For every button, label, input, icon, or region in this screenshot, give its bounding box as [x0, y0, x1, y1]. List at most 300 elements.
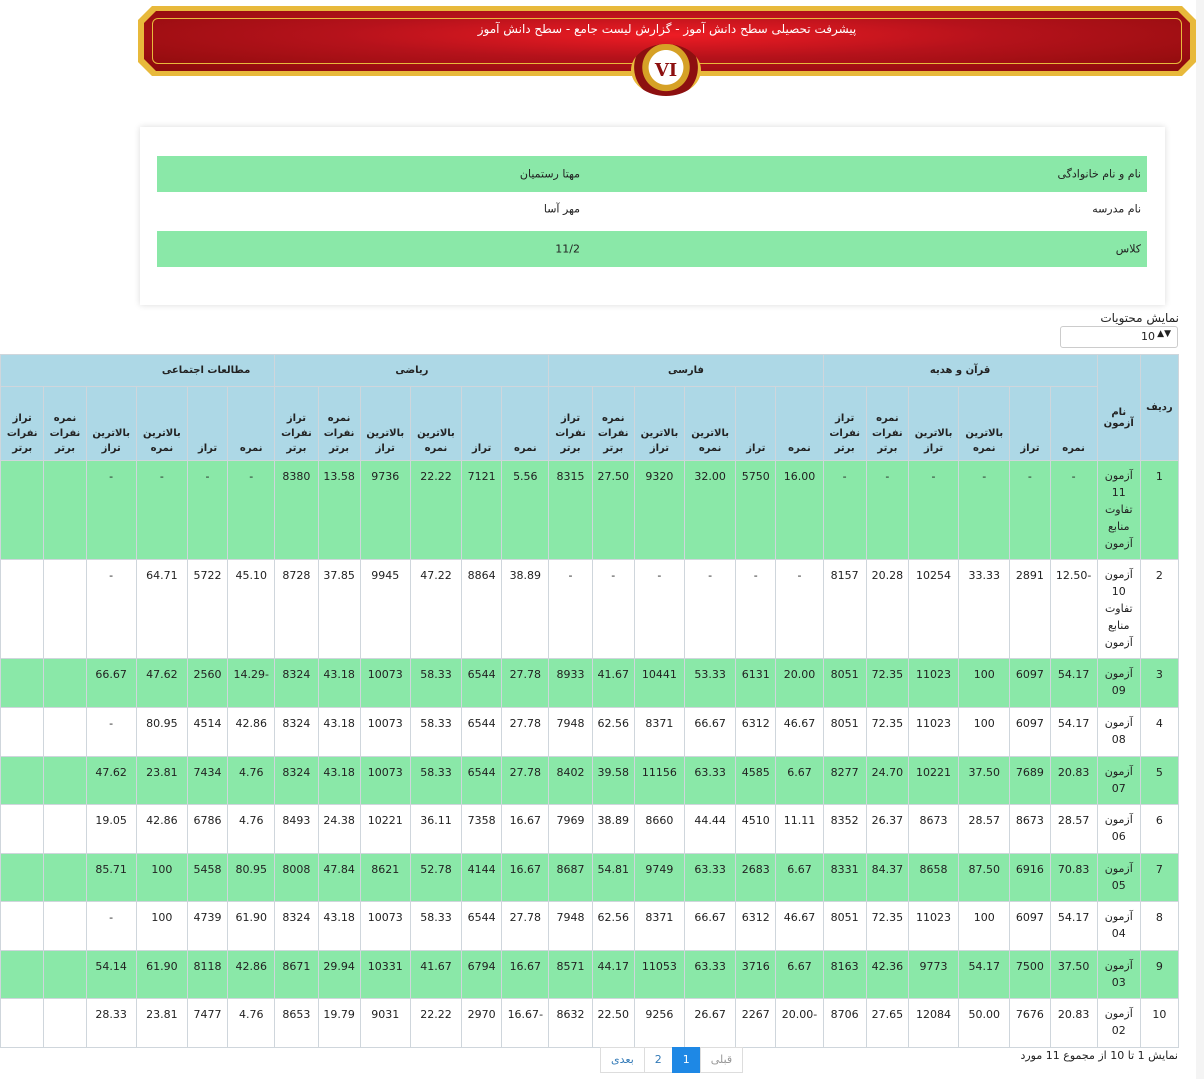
- table-cell: 6.67: [776, 757, 823, 805]
- table-cell: 4510: [736, 805, 776, 854]
- table-cell: 19.79: [318, 999, 360, 1048]
- row-index: 1: [1140, 461, 1178, 560]
- table-cell: 23.81: [136, 999, 187, 1048]
- table-cell: -16.67: [502, 999, 549, 1048]
- table-cell: 20.83: [1050, 757, 1097, 805]
- table-cell: 6544: [462, 659, 502, 708]
- table-cell: 8371: [634, 902, 684, 951]
- table-cell: -20.00: [776, 999, 823, 1048]
- table-cell: 26.37: [866, 805, 908, 854]
- table-cell: 7969: [549, 805, 592, 854]
- table-cell: 4739: [187, 902, 227, 951]
- th-sub[interactable]: بالاترین تراز: [360, 387, 410, 461]
- th-sub[interactable]: نمره نفرات برتر: [866, 387, 908, 461]
- student-info-card: [140, 127, 1165, 305]
- table-cell: 24.38: [318, 805, 360, 854]
- th-sub[interactable]: نمره نفرات برتر: [318, 387, 360, 461]
- th-sub[interactable]: تراز: [736, 387, 776, 461]
- table-cell: 39.58: [592, 757, 634, 805]
- th-group-farsi: فارسی: [549, 355, 823, 387]
- table-cell: 4514: [187, 708, 227, 757]
- table-cell: 63.33: [685, 854, 736, 902]
- table-cell: -: [228, 461, 275, 560]
- pagination: [601, 1047, 743, 1073]
- table-cell: 8352: [823, 805, 866, 854]
- th-group-math: ریاضی: [275, 355, 549, 387]
- table-row[interactable]: [1, 951, 1179, 999]
- row-index: 5: [1140, 757, 1178, 805]
- table-cell: 61.90: [228, 902, 275, 951]
- th-sub[interactable]: نمره نفرات برتر: [44, 387, 86, 461]
- table-cell: -: [908, 461, 958, 560]
- table-cell: 7358: [462, 805, 502, 854]
- th-sub[interactable]: نمره نفرات برتر: [592, 387, 634, 461]
- exam-name: آزمون 11 تفاوت منابع آزمون: [1097, 461, 1140, 560]
- table-cell: 10073: [360, 757, 410, 805]
- length-select[interactable]: [1060, 326, 1178, 348]
- table-row[interactable]: [1, 708, 1179, 757]
- table-cell: 87.50: [959, 854, 1010, 902]
- table-cell: -14.29: [228, 659, 275, 708]
- table-info: نمایش 1 تا 10 از مجموع 11 مورد: [1020, 1049, 1178, 1062]
- table-cell: 13.58: [318, 461, 360, 560]
- table-cell: 44.17: [592, 951, 634, 999]
- table-cell-empty: [44, 659, 86, 708]
- table-cell: 8380: [275, 461, 318, 560]
- th-sub[interactable]: نمره: [502, 387, 549, 461]
- info-value: 11/2: [555, 242, 580, 256]
- table-cell: 8632: [549, 999, 592, 1048]
- row-index: 7: [1140, 854, 1178, 902]
- table-cell: 9256: [634, 999, 684, 1048]
- table-cell: 54.17: [1050, 659, 1097, 708]
- table-cell: 6312: [736, 708, 776, 757]
- row-index: 6: [1140, 805, 1178, 854]
- table-cell: 7500: [1010, 951, 1050, 999]
- table-cell: 6544: [462, 902, 502, 951]
- table-cell: -: [1010, 461, 1050, 560]
- table-cell: 19.05: [86, 805, 136, 854]
- table-cell: 10073: [360, 902, 410, 951]
- table-cell: 9749: [634, 854, 684, 902]
- info-value: مهتا رستمیان: [519, 167, 580, 181]
- th-sub[interactable]: بالاترین نمره: [685, 387, 736, 461]
- table-cell: 80.95: [136, 708, 187, 757]
- table-cell-empty: [44, 854, 86, 902]
- info-label: نام مدرسه: [1092, 202, 1141, 216]
- table-cell: -: [1050, 461, 1097, 560]
- pagination-next-button[interactable]: بعدی: [600, 1047, 645, 1073]
- pagination-page-1[interactable]: 1: [672, 1047, 701, 1073]
- table-cell: 42.36: [866, 951, 908, 999]
- table-cell: 6097: [1010, 708, 1050, 757]
- table-cell: 10073: [360, 659, 410, 708]
- logo-icon: [631, 44, 701, 96]
- table-row[interactable]: [1, 560, 1179, 659]
- header-banner: [138, 6, 1196, 81]
- table-cell: 4.76: [228, 999, 275, 1048]
- table-cell-empty: [1, 757, 44, 805]
- table-cell: 47.22: [410, 560, 461, 659]
- table-cell: 28.57: [959, 805, 1010, 854]
- table-cell-empty: [1, 999, 44, 1048]
- table-row[interactable]: [1, 757, 1179, 805]
- row-index: 3: [1140, 659, 1178, 708]
- row-index: 9: [1140, 951, 1178, 999]
- th-group-social: مطالعات اجتماعی: [1, 355, 275, 387]
- row-index: 8: [1140, 902, 1178, 951]
- table-cell: 52.78: [410, 854, 461, 902]
- table-cell: 38.89: [592, 805, 634, 854]
- th-exam-name[interactable]: نام آزمون: [1097, 355, 1140, 461]
- table-cell: 6312: [736, 902, 776, 951]
- table-cell: 66.67: [685, 902, 736, 951]
- table-cell: 10221: [360, 805, 410, 854]
- table-cell: 29.94: [318, 951, 360, 999]
- th-sub[interactable]: تراز: [1010, 387, 1050, 461]
- table-cell: 8706: [823, 999, 866, 1048]
- info-row-school: [157, 191, 1147, 227]
- table-cell: 8315: [549, 461, 592, 560]
- table-cell: 7689: [1010, 757, 1050, 805]
- th-sub[interactable]: بالاترین نمره: [959, 387, 1010, 461]
- th-sub[interactable]: تراز نفرات برتر: [823, 387, 866, 461]
- table-cell: 24.70: [866, 757, 908, 805]
- exam-name: آزمون 07: [1097, 757, 1140, 805]
- table-cell: 16.67: [502, 805, 549, 854]
- table-cell: 47.84: [318, 854, 360, 902]
- table-cell: 10331: [360, 951, 410, 999]
- table-cell: 41.67: [410, 951, 461, 999]
- table-cell: 8493: [275, 805, 318, 854]
- page-title: پیشرفت تحصیلی سطح دانش آموز - گزارش لیست جامع - سطح دانش آموز: [477, 22, 857, 36]
- table-cell: 72.35: [866, 708, 908, 757]
- table-cell: 22.22: [410, 461, 461, 560]
- table-row[interactable]: [1, 854, 1179, 902]
- table-cell: 46.67: [776, 708, 823, 757]
- table-cell: 2891: [1010, 560, 1050, 659]
- table-cell: 58.33: [410, 659, 461, 708]
- table-cell: 66.67: [685, 708, 736, 757]
- table-cell: 70.83: [1050, 854, 1097, 902]
- table-cell: 7948: [549, 902, 592, 951]
- table-cell: 27.65: [866, 999, 908, 1048]
- length-menu-label: نمایش محتویات: [1100, 311, 1179, 325]
- table-cell: 8118: [187, 951, 227, 999]
- table-cell: -: [86, 708, 136, 757]
- row-index: 10: [1140, 999, 1178, 1048]
- table-cell: 100: [136, 854, 187, 902]
- table-cell: 8402: [549, 757, 592, 805]
- table-cell: 11023: [908, 659, 958, 708]
- info-value: مهر آسا: [543, 202, 580, 216]
- th-sub[interactable]: بالاترین نمره: [136, 387, 187, 461]
- table-cell: 8571: [549, 951, 592, 999]
- table-cell: 5.56: [502, 461, 549, 560]
- table-cell: 5722: [187, 560, 227, 659]
- table-cell: 42.86: [228, 951, 275, 999]
- table-cell-empty: [44, 951, 86, 999]
- table-cell: 43.18: [318, 659, 360, 708]
- table-cell: 8051: [823, 659, 866, 708]
- exam-name: آزمون 06: [1097, 805, 1140, 854]
- table-cell: 63.33: [685, 757, 736, 805]
- table-cell: -: [86, 902, 136, 951]
- table-cell: 12084: [908, 999, 958, 1048]
- table-cell: 6097: [1010, 659, 1050, 708]
- exam-name: آزمون 03: [1097, 951, 1140, 999]
- th-sub[interactable]: تراز نفرات برتر: [275, 387, 318, 461]
- table-cell: -: [866, 461, 908, 560]
- table-cell: 7948: [549, 708, 592, 757]
- table-cell: -: [959, 461, 1010, 560]
- info-label: کلاس: [1115, 242, 1141, 256]
- table-cell: 26.67: [685, 999, 736, 1048]
- table-cell: 9773: [908, 951, 958, 999]
- table-cell: -: [776, 560, 823, 659]
- table-cell: 7477: [187, 999, 227, 1048]
- table-cell: 20.28: [866, 560, 908, 659]
- table-cell-empty: [44, 999, 86, 1048]
- table-cell: 8687: [549, 854, 592, 902]
- table-cell: 8157: [823, 560, 866, 659]
- table-cell: 4.76: [228, 805, 275, 854]
- table-cell: -: [592, 560, 634, 659]
- table-cell: 4585: [736, 757, 776, 805]
- table-cell: 33.33: [959, 560, 1010, 659]
- table-cell: 100: [959, 902, 1010, 951]
- results-table-container[interactable]: [6, 354, 1179, 1038]
- exam-name: آزمون 05: [1097, 854, 1140, 902]
- table-cell: 8933: [549, 659, 592, 708]
- th-row-number[interactable]: ردیف: [1140, 355, 1178, 461]
- length-select-value: 10: [1141, 330, 1155, 343]
- table-cell: -12.50: [1050, 560, 1097, 659]
- table-cell-empty: [44, 461, 86, 560]
- table-cell: -: [549, 560, 592, 659]
- table-cell: 54.81: [592, 854, 634, 902]
- table-row[interactable]: [1, 659, 1179, 708]
- table-cell: 54.17: [959, 951, 1010, 999]
- row-index: 2: [1140, 560, 1178, 659]
- table-cell: -: [823, 461, 866, 560]
- row-index: 4: [1140, 708, 1178, 757]
- table-cell: 8163: [823, 951, 866, 999]
- results-table: [0, 354, 1179, 1048]
- table-cell: 62.56: [592, 708, 634, 757]
- table-cell: 23.81: [136, 757, 187, 805]
- table-cell: 5750: [736, 461, 776, 560]
- table-cell: 8324: [275, 659, 318, 708]
- table-cell: 6916: [1010, 854, 1050, 902]
- table-cell: 8864: [462, 560, 502, 659]
- table-cell: 10254: [908, 560, 958, 659]
- table-cell: 54.17: [1050, 902, 1097, 951]
- table-cell: -: [685, 560, 736, 659]
- table-cell: 44.44: [685, 805, 736, 854]
- table-cell: 32.00: [685, 461, 736, 560]
- table-cell-empty: [1, 659, 44, 708]
- table-cell: 8324: [275, 757, 318, 805]
- table-cell: 42.86: [228, 708, 275, 757]
- table-cell: 3716: [736, 951, 776, 999]
- table-cell: 8728: [275, 560, 318, 659]
- table-cell: 72.35: [866, 659, 908, 708]
- table-cell: 45.10: [228, 560, 275, 659]
- info-row-name: [157, 156, 1147, 192]
- table-cell: 43.18: [318, 902, 360, 951]
- th-sub[interactable]: نمره: [228, 387, 275, 461]
- table-cell: 61.90: [136, 951, 187, 999]
- table-cell: 6.67: [776, 854, 823, 902]
- th-sub[interactable]: تراز نفرات برتر: [549, 387, 592, 461]
- exam-name: آزمون 02: [1097, 999, 1140, 1048]
- table-cell: 9320: [634, 461, 684, 560]
- th-sub[interactable]: تراز: [462, 387, 502, 461]
- table-cell: 8658: [908, 854, 958, 902]
- table-cell: 7434: [187, 757, 227, 805]
- table-cell: -: [136, 461, 187, 560]
- table-cell: 11053: [634, 951, 684, 999]
- table-cell: 22.50: [592, 999, 634, 1048]
- table-cell: 27.78: [502, 708, 549, 757]
- th-sub[interactable]: تراز: [187, 387, 227, 461]
- table-cell: 16.67: [502, 951, 549, 999]
- table-cell: 8673: [1010, 805, 1050, 854]
- table-cell: 27.78: [502, 757, 549, 805]
- table-cell: 8331: [823, 854, 866, 902]
- sort-arrows-icon: ▲▼: [1157, 329, 1171, 339]
- table-cell: 9945: [360, 560, 410, 659]
- table-cell: 84.37: [866, 854, 908, 902]
- table-cell: 27.78: [502, 659, 549, 708]
- table-cell: 10221: [908, 757, 958, 805]
- table-cell: 64.71: [136, 560, 187, 659]
- table-cell: 2560: [187, 659, 227, 708]
- table-cell: 4.76: [228, 757, 275, 805]
- exam-name: آزمون 10 تفاوت منابع آزمون: [1097, 560, 1140, 659]
- table-cell: 6544: [462, 708, 502, 757]
- table-cell: 9031: [360, 999, 410, 1048]
- th-sub[interactable]: تراز نفرات برتر: [1, 387, 44, 461]
- table-cell: 10073: [360, 708, 410, 757]
- th-group-quran: قرآن و هدیه: [823, 355, 1097, 387]
- table-cell: 41.67: [592, 659, 634, 708]
- table-cell: 58.33: [410, 757, 461, 805]
- logo-text: VI: [654, 59, 678, 81]
- table-cell-empty: [44, 560, 86, 659]
- pagination-page-2[interactable]: 2: [644, 1047, 673, 1073]
- table-cell: 100: [959, 708, 1010, 757]
- table-cell: 27.78: [502, 902, 549, 951]
- pagination-prev-button[interactable]: قبلی: [700, 1047, 743, 1073]
- th-sub[interactable]: نمره: [776, 387, 823, 461]
- table-cell: 10441: [634, 659, 684, 708]
- table-cell: 47.62: [136, 659, 187, 708]
- table-cell: -: [187, 461, 227, 560]
- info-row-class: [157, 231, 1147, 267]
- table-row[interactable]: [1, 805, 1179, 854]
- table-cell: 22.22: [410, 999, 461, 1048]
- table-cell: 6097: [1010, 902, 1050, 951]
- page-scrollbar[interactable]: [1196, 0, 1204, 1079]
- table-cell: 85.71: [86, 854, 136, 902]
- table-cell-empty: [44, 805, 86, 854]
- table-cell: 28.33: [86, 999, 136, 1048]
- table-cell: 16.67: [502, 854, 549, 902]
- table-cell: 11.11: [776, 805, 823, 854]
- exam-name: آزمون 09: [1097, 659, 1140, 708]
- table-cell: -: [634, 560, 684, 659]
- table-cell-empty: [1, 560, 44, 659]
- th-sub[interactable]: نمره: [1050, 387, 1097, 461]
- table-cell: 6786: [187, 805, 227, 854]
- table-cell: 47.62: [86, 757, 136, 805]
- table-cell-empty: [1, 805, 44, 854]
- table-cell: 36.11: [410, 805, 461, 854]
- table-cell: -: [86, 560, 136, 659]
- table-cell: 58.33: [410, 902, 461, 951]
- table-cell: 2970: [462, 999, 502, 1048]
- th-sub[interactable]: بالاترین تراز: [634, 387, 684, 461]
- table-cell: 43.18: [318, 757, 360, 805]
- th-sub[interactable]: بالاترین تراز: [86, 387, 136, 461]
- table-cell: 8051: [823, 708, 866, 757]
- exam-name: آزمون 08: [1097, 708, 1140, 757]
- table-cell: 8671: [275, 951, 318, 999]
- table-cell: 11023: [908, 902, 958, 951]
- table-cell: 8051: [823, 902, 866, 951]
- table-cell: 27.50: [592, 461, 634, 560]
- table-cell: 9736: [360, 461, 410, 560]
- table-cell: 7121: [462, 461, 502, 560]
- table-cell: 43.18: [318, 708, 360, 757]
- table-cell: 54.17: [1050, 708, 1097, 757]
- table-cell: 8277: [823, 757, 866, 805]
- table-cell: 5458: [187, 854, 227, 902]
- table-cell-empty: [1, 854, 44, 902]
- info-label: نام و نام خانوادگی: [1057, 167, 1141, 181]
- table-cell-empty: [1, 708, 44, 757]
- table-cell: 8324: [275, 902, 318, 951]
- table-cell: 72.35: [866, 902, 908, 951]
- table-cell: 8653: [275, 999, 318, 1048]
- table-cell: 62.56: [592, 902, 634, 951]
- table-cell: 66.67: [86, 659, 136, 708]
- table-cell: 16.00: [776, 461, 823, 560]
- table-cell: 8621: [360, 854, 410, 902]
- table-cell: 6794: [462, 951, 502, 999]
- th-sub[interactable]: بالاترین نمره: [410, 387, 461, 461]
- table-row[interactable]: [1, 461, 1179, 560]
- table-row[interactable]: [1, 902, 1179, 951]
- table-cell: 37.85: [318, 560, 360, 659]
- exam-name: آزمون 04: [1097, 902, 1140, 951]
- table-cell: 6131: [736, 659, 776, 708]
- table-cell-empty: [1, 902, 44, 951]
- table-cell: 20.00: [776, 659, 823, 708]
- table-cell: 28.57: [1050, 805, 1097, 854]
- table-cell-empty: [44, 902, 86, 951]
- table-cell: -: [86, 461, 136, 560]
- table-row[interactable]: [1, 999, 1179, 1048]
- table-cell: 100: [136, 902, 187, 951]
- th-sub[interactable]: بالاترین تراز: [908, 387, 958, 461]
- table-cell: 38.89: [502, 560, 549, 659]
- table-cell: 80.95: [228, 854, 275, 902]
- table-cell: 8660: [634, 805, 684, 854]
- table-cell: 58.33: [410, 708, 461, 757]
